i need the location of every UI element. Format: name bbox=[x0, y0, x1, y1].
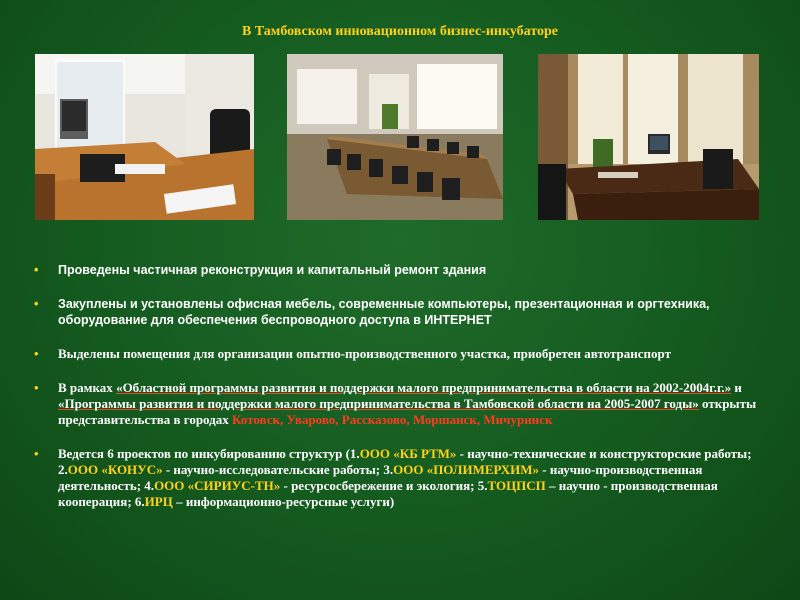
bullet-icon: • bbox=[34, 297, 39, 311]
page-title: В Тамбовском инновационном бизнес-инкубаторе bbox=[241, 24, 559, 39]
bullet-text: и bbox=[731, 380, 742, 395]
bullet-icon: • bbox=[34, 346, 39, 361]
list-item bbox=[34, 446, 779, 510]
bullet-icon: • bbox=[34, 263, 39, 277]
bullet-text: - ресурсосбережение и экология; 5. bbox=[280, 478, 488, 493]
regional-program-link[interactable]: «Областной программы развития и поддержки малого предпринимательства в области на 2002-2004г.г.» bbox=[116, 380, 732, 395]
tambov-program-link[interactable]: «Программы развития и поддержки малого предпринимательства в Тамбовской области на 2005-2007 годы» bbox=[58, 396, 699, 411]
bullet-text: Выделены помещения для организации опытно-производственного участка, приобретен автотранспорт bbox=[58, 346, 671, 361]
office-room-photo bbox=[538, 54, 759, 220]
bullet-text: открыты представительства в городах bbox=[58, 396, 757, 427]
company-name: ТОЦПСП bbox=[487, 478, 546, 493]
list-item bbox=[34, 296, 779, 328]
bullet-icon: • bbox=[34, 380, 39, 395]
cities-list: Котовск, Уварово, Рассказово, Моршанск, Мичуринск bbox=[232, 412, 553, 427]
bullet-text: Закуплены и установлены офисная мебель, современные компьютеры, презентационная и оргтехника, оборудование для обеспечения беспроводного доступа в ИНТЕРНЕТ bbox=[58, 297, 710, 327]
list-item bbox=[34, 346, 779, 362]
bullet-icon: • bbox=[34, 446, 39, 461]
bullet-text: – научно - производственная кооперация; 6. bbox=[58, 478, 718, 509]
bullet-text: Проведены частичная реконструкция и капитальный ремонт здания bbox=[58, 263, 487, 277]
bullet-text: - научно-исследовательские работы; 3. bbox=[162, 462, 394, 477]
bullet-text: – информационно-ресурсные услуги) bbox=[172, 494, 395, 509]
list-item bbox=[34, 380, 779, 428]
company-name: ООО «КОНУС» bbox=[67, 462, 163, 477]
bullet-text: Ведется 6 проектов по инкубированию структур (1. bbox=[58, 446, 360, 461]
list-item bbox=[34, 262, 779, 278]
bullet-text: - научно-технические и конструкторские работы; 2. bbox=[58, 446, 752, 477]
office-photo bbox=[35, 54, 254, 220]
bullet-list bbox=[34, 262, 779, 528]
company-name: ООО «ПОЛИМЕРХИМ» bbox=[393, 462, 540, 477]
bullet-text: - научно-производственная деятельность; 4. bbox=[58, 462, 703, 493]
bullet-text: В рамках bbox=[58, 380, 117, 395]
company-name: ООО «СИРИУС-ТН» bbox=[154, 478, 281, 493]
company-name: ИРЦ bbox=[144, 494, 173, 509]
company-name: ООО «КБ РТМ» bbox=[359, 446, 457, 461]
conference-room-photo bbox=[287, 54, 503, 220]
